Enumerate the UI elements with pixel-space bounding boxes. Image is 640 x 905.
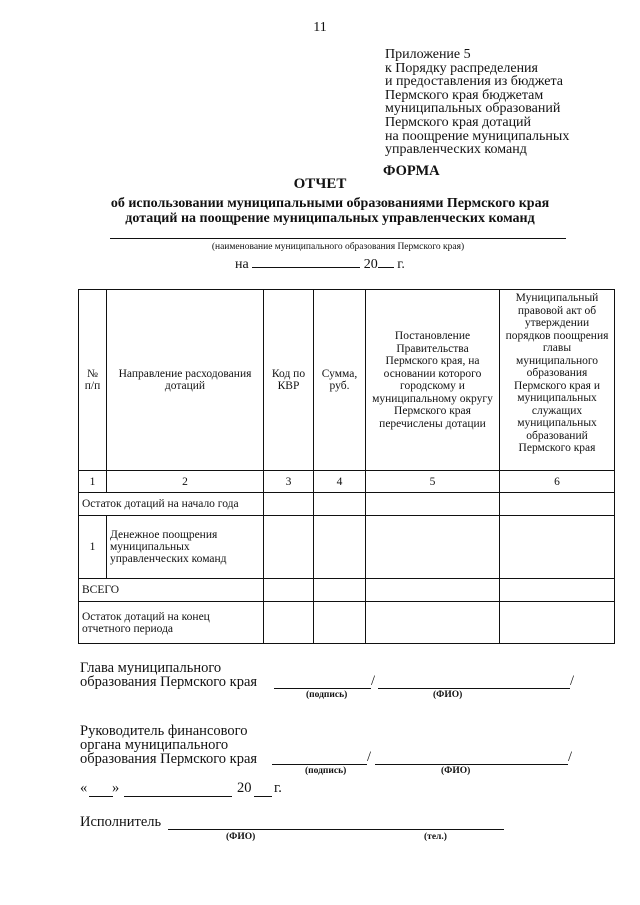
- appendix-line: Пермского края дотаций: [385, 114, 532, 130]
- report-date-line: [0, 255, 640, 273]
- report-subtitle: [80, 196, 580, 226]
- header-cell: Код по КВР: [264, 290, 314, 471]
- page-number: 11: [313, 20, 327, 35]
- head-title-line: образования Пермского края: [80, 674, 258, 690]
- table-row-balance-start: [79, 493, 615, 516]
- finance-title-line: органа муниципального: [80, 737, 229, 753]
- appendix-line: и предоставления из бюджета: [385, 74, 563, 90]
- finance-signature-field[interactable]: [272, 764, 367, 765]
- table-row-item: [79, 516, 615, 579]
- header-cell: Постановление Правительства Пермского края, на основании которого городскому и муниципальному округу Пермского края перечислены дотации: [366, 290, 500, 471]
- head-signature-block: [80, 661, 257, 689]
- table-cell[interactable]: [314, 579, 366, 602]
- column-number: 4: [314, 471, 366, 493]
- header-cell: Муниципальный правовой акт об утверждении порядков поощрения главы муниципального образования Пермского края и муниципальных служащих муниципальных образований Пермского края: [500, 290, 615, 471]
- balance-start-label: Остаток дотаций на начало года: [79, 493, 264, 516]
- table-cell[interactable]: [500, 579, 615, 602]
- phone-caption: (тел.): [424, 832, 447, 842]
- table-cell[interactable]: [264, 602, 314, 644]
- header-cell: Направление расходования дотаций: [107, 290, 264, 471]
- date-year: 20: [363, 257, 378, 272]
- table-row-balance-end: [79, 602, 615, 644]
- table-cell[interactable]: [264, 516, 314, 579]
- slash: /: [570, 673, 575, 689]
- fio-caption: (ФИО): [433, 690, 463, 700]
- table-cell[interactable]: [314, 493, 366, 516]
- appendix-line: Пермского края бюджетам: [385, 87, 544, 103]
- table-cell[interactable]: [500, 516, 615, 579]
- finance-signature-block: [80, 724, 257, 766]
- report-table: [78, 289, 615, 644]
- finance-title-line: Руководитель финансового: [80, 723, 248, 739]
- date-prefix: на: [235, 257, 249, 272]
- table-row-total: [79, 579, 615, 602]
- close-quote: »: [112, 780, 120, 796]
- table-cell[interactable]: [314, 602, 366, 644]
- municipality-caption: (наименование муниципального образования Пермского края): [211, 242, 465, 252]
- table-cell[interactable]: [366, 579, 500, 602]
- date-year-prefix: 20: [237, 780, 252, 796]
- table-cell[interactable]: [366, 516, 500, 579]
- municipality-name-field[interactable]: [110, 238, 566, 239]
- signature-caption: (подпись): [306, 690, 348, 700]
- date-year-field[interactable]: [254, 796, 272, 797]
- table-cell[interactable]: [500, 493, 615, 516]
- finance-title-line: образования Пермского края: [80, 751, 258, 767]
- column-number: 3: [264, 471, 314, 493]
- date-year-suffix: г.: [274, 780, 282, 796]
- report-title: ОТЧЕТ: [293, 176, 347, 192]
- appendix-line: Приложение 5: [385, 47, 471, 62]
- month-field[interactable]: [124, 796, 232, 797]
- date-suffix: г.: [397, 257, 405, 272]
- head-signature-field[interactable]: [274, 688, 371, 689]
- table-cell[interactable]: [264, 493, 314, 516]
- appendix-line: к Порядку распределения: [385, 60, 538, 76]
- header-cell: Сумма, руб.: [314, 290, 366, 471]
- executor-field[interactable]: [168, 829, 504, 830]
- appendix-block: [385, 48, 625, 157]
- slash: /: [371, 673, 376, 689]
- head-fio-field[interactable]: [378, 688, 570, 689]
- slash: /: [568, 749, 573, 765]
- table-cell[interactable]: [366, 602, 500, 644]
- header-cell: № п/п: [79, 290, 107, 471]
- fio-caption: (ФИО): [441, 766, 471, 776]
- column-number: 1: [79, 471, 107, 493]
- balance-end-label: Остаток дотаций на конец отчетного периода: [79, 602, 264, 644]
- appendix-line: на поощрение муниципальных: [385, 128, 570, 144]
- column-number-row: [79, 471, 615, 493]
- table-cell[interactable]: [500, 602, 615, 644]
- day-field[interactable]: [89, 796, 113, 797]
- slash: /: [367, 749, 372, 765]
- date-blank-field[interactable]: [252, 255, 360, 268]
- table-cell[interactable]: [314, 516, 366, 579]
- appendix-line: муниципальных образований: [385, 101, 561, 117]
- head-title-line: Глава муниципального: [80, 660, 222, 676]
- column-number: 6: [500, 471, 615, 493]
- column-number: 2: [107, 471, 264, 493]
- row-item-label: Денежное поощрения муниципальных управленческих команд: [107, 516, 264, 579]
- table-header-row: [79, 290, 615, 471]
- table-cell[interactable]: [366, 493, 500, 516]
- report-subtitle-line: об использовании муниципальными образованиями Пермского края: [110, 196, 550, 211]
- total-label: ВСЕГО: [79, 579, 264, 602]
- column-number: 5: [366, 471, 500, 493]
- report-subtitle-line: дотаций на поощрение муниципальных управленческих команд: [125, 211, 535, 226]
- row-number: 1: [79, 516, 107, 579]
- finance-fio-field[interactable]: [375, 764, 568, 765]
- year-blank-field[interactable]: [378, 255, 394, 268]
- forma-label: ФОРМА: [383, 163, 440, 179]
- open-quote: «: [80, 780, 88, 796]
- signature-caption: (подпись): [305, 766, 347, 776]
- fio-caption: (ФИО): [226, 832, 256, 842]
- executor-label: Исполнитель: [80, 814, 162, 830]
- table-cell[interactable]: [264, 579, 314, 602]
- appendix-line: управленческих команд: [385, 142, 527, 158]
